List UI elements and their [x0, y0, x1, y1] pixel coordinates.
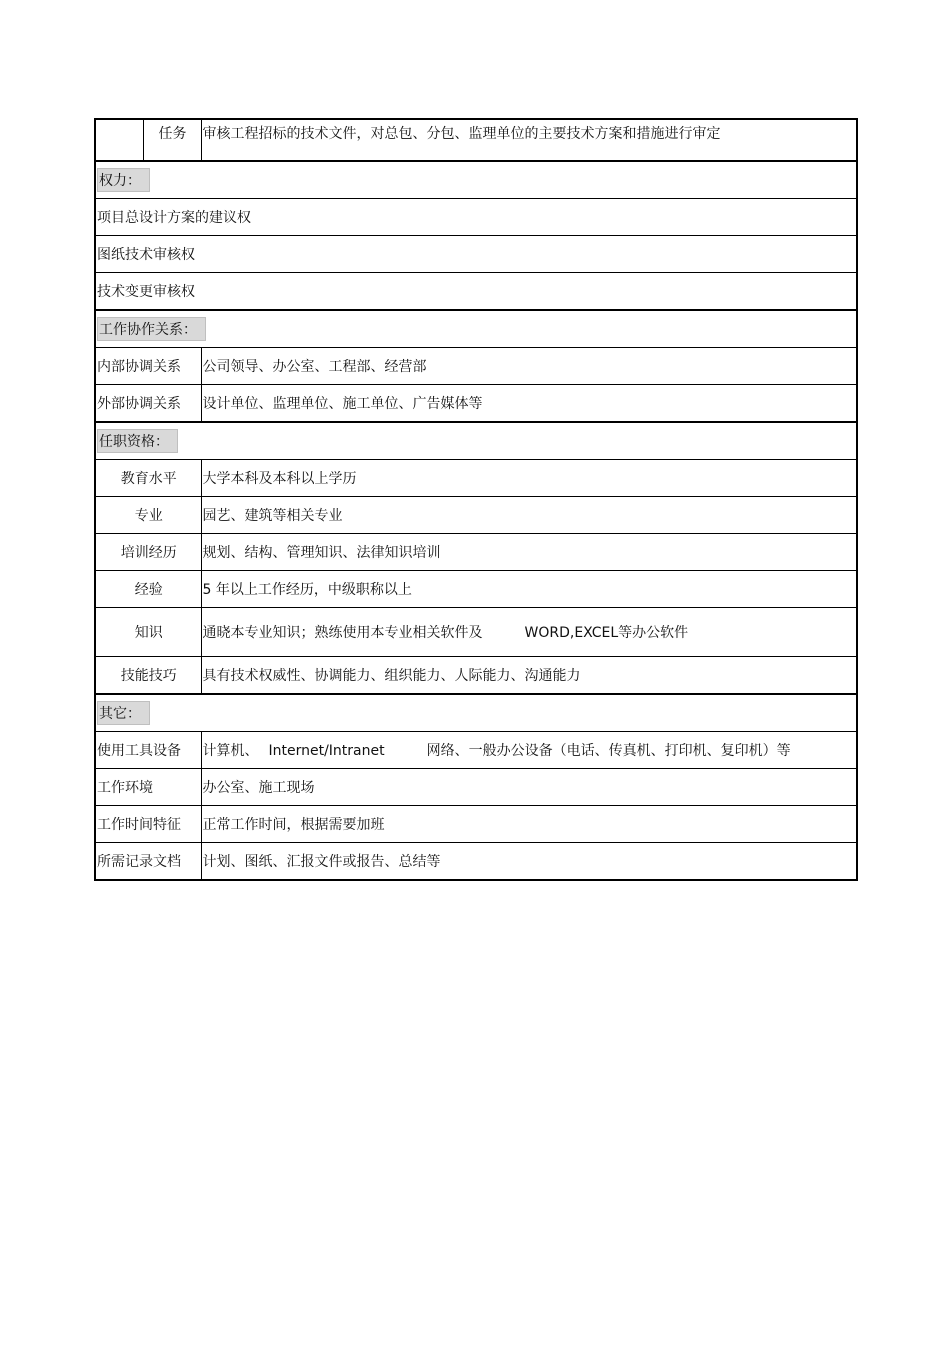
qualification-value: 规划、结构、管理知识、法律知识培训	[201, 534, 857, 571]
cooperation-row	[95, 348, 857, 385]
cooperation-row	[95, 385, 857, 423]
knowledge-text-b: WORD,EXCEL	[524, 625, 619, 641]
qualification-label: 知识	[95, 608, 201, 657]
other-label: 所需记录文档	[95, 843, 201, 881]
knowledge-text-c: 等办公软件	[618, 625, 689, 641]
qualification-label: 技能技巧	[95, 657, 201, 695]
job-description-sheet	[94, 118, 856, 881]
qualification-row	[95, 657, 857, 695]
qualification-value: 大学本科及本科以上学历	[201, 460, 857, 497]
power-header-row	[95, 161, 857, 199]
power-item: 技术变更审核权	[95, 273, 857, 311]
other-row	[95, 843, 857, 881]
other-value: 正常工作时间，根据需要加班	[201, 806, 857, 843]
other-row	[95, 732, 857, 769]
other-value	[201, 732, 857, 769]
cooperation-label: 外部协调关系	[95, 385, 201, 423]
other-row	[95, 806, 857, 843]
task-row	[95, 119, 857, 161]
qualification-value: 具有技术权威性、协调能力、组织能力、人际能力、沟通能力	[201, 657, 857, 695]
task-blank-cell	[95, 119, 143, 161]
tools-text-b: Internet/Intranet	[268, 743, 385, 759]
job-description-table	[94, 118, 858, 881]
task-label: 任务	[143, 119, 201, 161]
other-header-row	[95, 694, 857, 732]
cooperation-header-row	[95, 310, 857, 348]
qualification-value: 5 年以上工作经历，中级职称以上	[201, 571, 857, 608]
cooperation-value: 设计单位、监理单位、施工单位、广告媒体等	[201, 385, 857, 423]
qualification-value	[201, 608, 857, 657]
other-label: 工作环境	[95, 769, 201, 806]
knowledge-text-a: 通晓本专业知识；熟练使用本专业相关软件及	[202, 625, 483, 641]
power-item: 图纸技术审核权	[95, 236, 857, 273]
task-text: 审核工程招标的技术文件，对总包、分包、监理单位的主要技术方案和措施进行审定	[201, 119, 857, 161]
cooperation-label: 内部协调关系	[95, 348, 201, 385]
qualification-value: 园艺、建筑等相关专业	[201, 497, 857, 534]
cooperation-header: 工作协作关系：	[97, 317, 206, 341]
power-item-row	[95, 273, 857, 311]
power-item-row	[95, 236, 857, 273]
cooperation-value: 公司领导、办公室、工程部、经营部	[201, 348, 857, 385]
other-row	[95, 769, 857, 806]
other-label: 使用工具设备	[95, 732, 201, 769]
qualification-row	[95, 534, 857, 571]
tools-text-c: 网络、一般办公设备（电话、传真机、打印机、复印机）等	[426, 743, 791, 759]
other-value: 办公室、施工现场	[201, 769, 857, 806]
qualification-label: 经验	[95, 571, 201, 608]
qualification-row	[95, 571, 857, 608]
power-header: 权力：	[97, 168, 150, 192]
qualification-label: 教育水平	[95, 460, 201, 497]
qualification-row	[95, 497, 857, 534]
qualification-row	[95, 460, 857, 497]
qualification-header-row	[95, 422, 857, 460]
qualification-row	[95, 608, 857, 657]
other-label: 工作时间特征	[95, 806, 201, 843]
qualification-label: 培训经历	[95, 534, 201, 571]
other-header: 其它：	[97, 701, 150, 725]
other-value: 计划、图纸、汇报文件或报告、总结等	[201, 843, 857, 881]
power-item-row	[95, 199, 857, 236]
tools-text-a: 计算机、	[202, 743, 259, 759]
power-item: 项目总设计方案的建议权	[95, 199, 857, 236]
qualification-label: 专业	[95, 497, 201, 534]
qualification-header: 任职资格：	[97, 429, 178, 453]
